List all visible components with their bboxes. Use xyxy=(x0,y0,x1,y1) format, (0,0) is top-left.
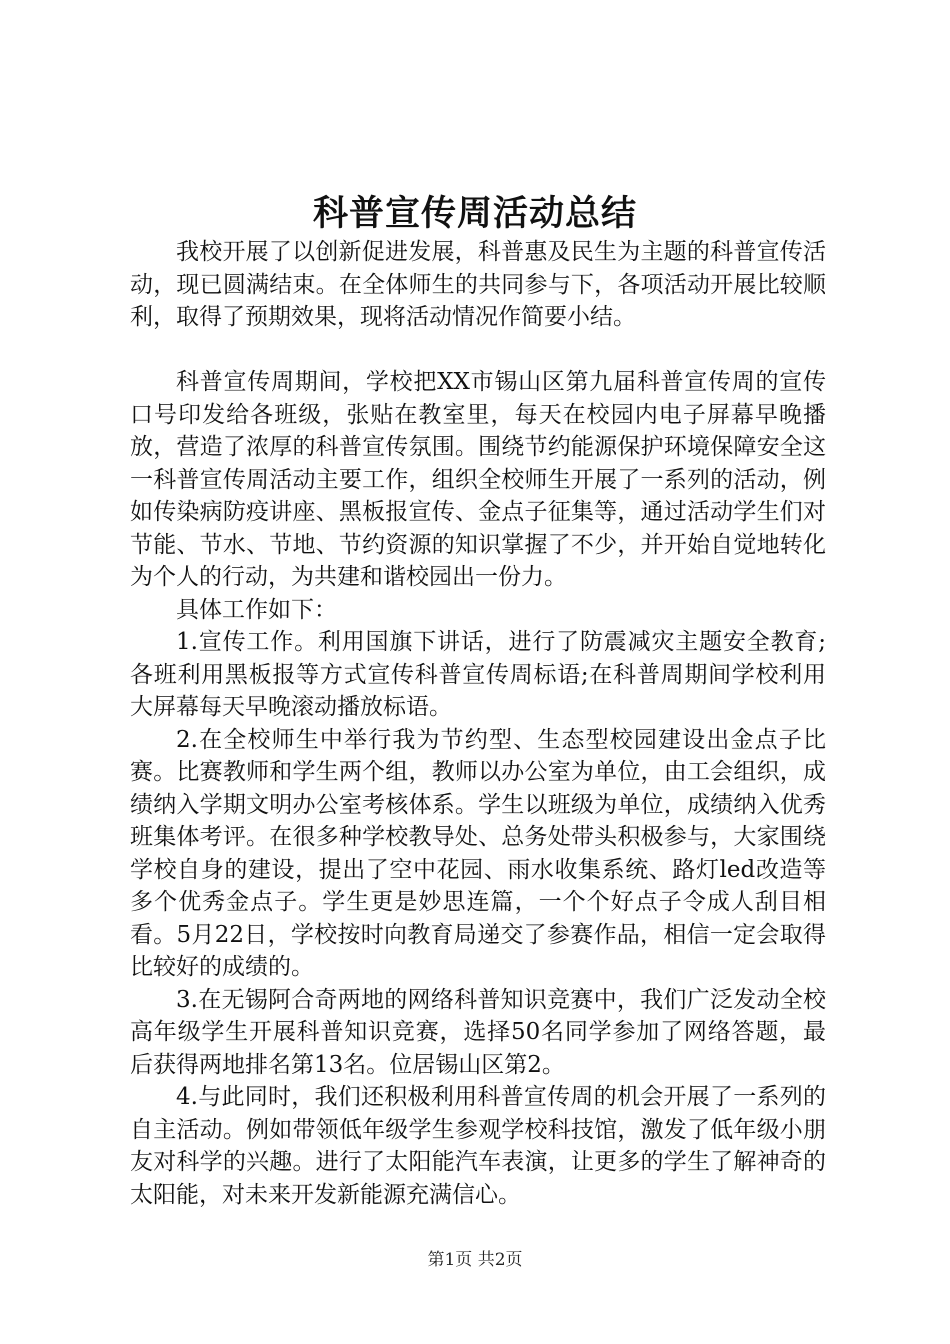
overview-paragraph: 科普宣传周期间，学校把XX市锡山区第九届科普宣传周的宣传口号印发给各班级，张贴在教室里，每天在校园内电子屏幕早晚播放，营造了浓厚的科普宣传氛围。围绕节约能源保护环境保障安全这一科普宣传周活动主要工作，组织全校师生开展了一系列的活动，例如传染病防疫讲座、黑板报宣传、金点子征集等，通过活动学生们对节能、节水、节地、节约资源的知识掌握了不少，并开始自觉地转化为个人的行动，为共建和谐校园出一份力。 xyxy=(130,369,826,590)
work-item-1: 1.宣传工作。利用国旗下讲话，进行了防震减灾主题安全教育;各班利用黑板报等方式宣传科普宣传周标语;在科普周期间学校利用大屏幕每天早晚滚动播放标语。 xyxy=(130,629,826,720)
page-title: 科普宣传周活动总结 xyxy=(312,193,637,234)
work-heading: 具体工作如下： xyxy=(176,596,337,623)
work-item-3: 3.在无锡阿合奇两地的网络科普知识竞赛中，我们广泛发动全校高年级学生开展科普知识竞赛，选择50名同学参加了网络答题，最后获得两地排名第13名。位居锡山区第2。 xyxy=(130,986,826,1078)
work-item-4: 4.与此同时，我们还积极利用科普宣传周的机会开展了一系列的自主活动。例如带领低年级学生参观学校科技馆，激发了低年级小朋友对科学的兴趣。进行了太阳能汽车表演，让更多的学生了解神奇的太阳能，对未来开发新能源充满信心。 xyxy=(130,1084,826,1208)
intro-paragraph: 我校开展了以创新促进发展，科普惠及民生为主题的科普宣传活动，现已圆满结束。在全体师生的共同参与下，各项活动开展比较顺利，取得了预期效果，现将活动情况作简要小结。 xyxy=(130,239,826,330)
page-number-footer: 第1页 共2页 xyxy=(427,1250,523,1270)
document-body xyxy=(130,236,826,1211)
work-item-2: 2.在全校师生中举行我为节约型、生态型校园建设出金点子比赛。比赛教师和学生两个组，教师以办公室为单位，由工会组织，成绩纳入学期文明办公室考核体系。学生以班级为单位，成绩纳入优秀班集体考评。在很多种学校教导处、总务处带头积极参与，大家围绕学校自身的建设，提出了空中花园、雨水收集系统、路灯led改造等多个优秀金点子。学生更是妙思连篇，一个个好点子令成人刮目相看。5月22日，学校按时向教育局递交了参赛作品，相信一定会取得比较好的成绩的。 xyxy=(130,726,826,980)
